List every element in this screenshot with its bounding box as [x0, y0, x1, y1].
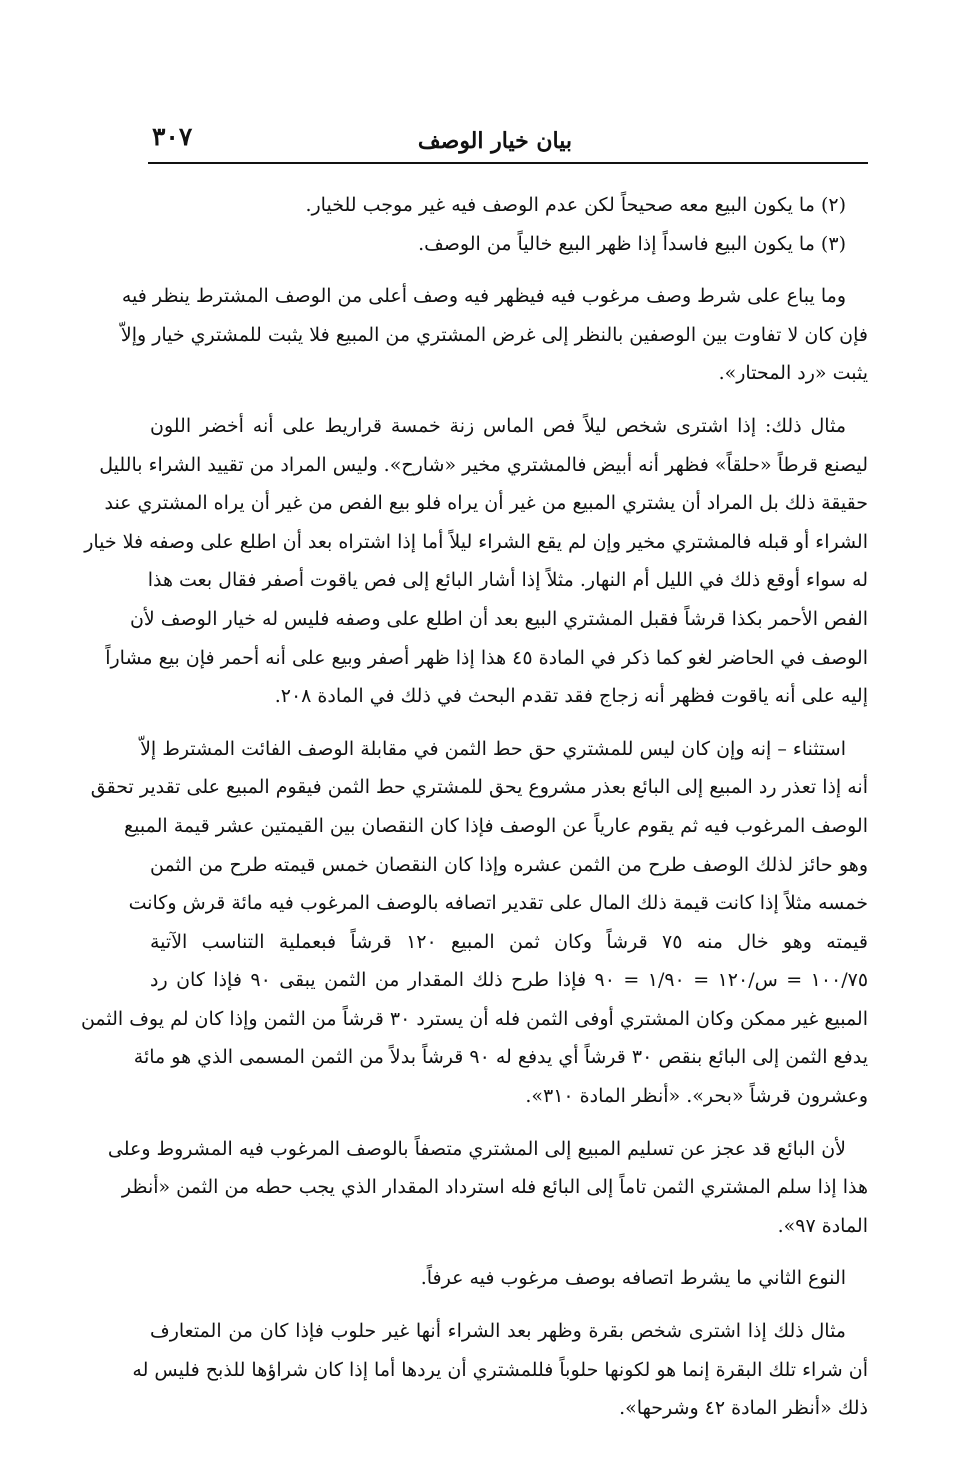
text-line: المادة ٩٧».	[777, 1214, 868, 1237]
text-line: النوع الثاني ما يشرط اتصافه بوصف مرغوب فيه عرفاً.	[420, 1267, 846, 1290]
paragraph	[107, 1130, 868, 1246]
text-line: لأن البائع قد عجز عن تسليم المبيع إلى المشتري متصفاً بالوصف المرغوب فيه المشروط وعلى	[107, 1137, 846, 1160]
text-line: فإن كان لا تفاوت بين الوصفين بالنظر إلى غرض المشتري من المبيع فلا يثبت للمشتري خيار وإلاّ	[120, 323, 868, 346]
text-line: إليه على أنه ياقوت فظهر أنه زجاج فقد تقدم البحث في ذلك في المادة ٢٠٨.	[274, 685, 868, 708]
text-line: وعشرون قرشاً «بحر». «أنظر المادة ٣١٠».	[525, 1085, 868, 1108]
text-line: ليصنع قرطاً «حلقاً» فظهر أنه أبيض فالمشتري مخير «شارح». وليس المراد من تقييد الشراء بالليل	[99, 453, 868, 476]
page-body	[80, 186, 869, 1428]
text-line: حقيقة ذلك بل المراد أن يشتري المبيع من غير أن يراه فلو بيع الفص من غير أن يراه المشتري عند	[104, 492, 868, 515]
text-line: وما يباع على شرط وصف مرغوب فيه فيظهر فيه وصف أعلى من الوصف المشترط ينظر فيه	[121, 285, 846, 308]
paragraph	[120, 277, 868, 393]
list-item: (٢) ما يكون البيع معه صحيحاً لكن عدم الوصف فيه غير موجب للخيار.	[305, 194, 846, 216]
text-line: أنه إذا تعذر رد المبيع إلى البائع بعذر مشروع يحق للمشتري حط الثمن فيقوم المبيع على تقدير تحقق	[90, 776, 868, 799]
text-line: مثال ذلك: إذا اشترى شخص ليلاً فص الماس زنة خمسة قراريط على أنه أخضر اللون	[150, 414, 846, 437]
list-item: (٣) ما يكون البيع فاسداً إذا ظهر البيع خالياً من الوصف.	[418, 232, 846, 255]
page-header	[148, 118, 868, 164]
paragraph	[84, 407, 868, 716]
text-line: له سواء أوقع ذلك في الليل أم النهار. مثلاً إذا أشار البائع إلى فص ياقوت أصفر فقال بعت هذا	[147, 569, 868, 592]
text-line: الوصف المرغوب فيه ثم يقوم عارياً عن الوصف فإذا كان النقصان بين القيمتين عشر قيمة المبيع	[124, 814, 868, 837]
text-line: قيمته وهو خال منه ٧٥ قرشاً وكان ثمن المبيع ١٢٠ قرشاً فبعملية التناسب الآتية	[150, 930, 868, 953]
text-line: يدفع الثمن إلى البائع بنقص ٣٠ قرشاً أي يدفع له ٩٠ قرشاً بدلاً من الثمن المسمى الذي هو مائة	[133, 1046, 868, 1069]
paragraph	[132, 1312, 868, 1428]
text-line: أن شراء تلك البقرة إنما هو لكونها حلوباً فللمشتري أن يردها أما إذا كان شراؤها للذبح فليس له	[132, 1358, 868, 1381]
running-title: بيان خيار الوصف	[417, 128, 572, 154]
text-line: مثال ذلك إذا اشترى شخص بقرة وظهر بعد الشراء أنها غير حلوب فإذا كان من المتعارف	[150, 1320, 846, 1343]
page-number: ٣٠٧	[152, 122, 193, 151]
text-line: يثبت «رد المحتار».	[718, 362, 868, 385]
paragraph	[150, 1259, 868, 1298]
text-line: وهو حائز لذلك الوصف طرح من الثمن عشره وإذا كان النقصان خمس قيمته طرح من الثمن	[150, 853, 868, 876]
paragraph	[80, 730, 869, 1116]
text-line: ذلك «أنظر المادة ٤٢ وشرحها».	[619, 1397, 868, 1420]
text-line: خمسه مثلاً إذا كانت قيمة ذلك المال على تقدير اتصافه بالوصف المرغوب فيه مائة قرش وكانت	[128, 892, 868, 915]
text-line: المبيع غير ممكن وكان المشتري أوفى الثمن فله أن يسترد ٣٠ قرشاً من الثمن وإذا كان لم يوف الثمن	[80, 1007, 868, 1030]
text-line: الوصف في الحاضر لغو كما ذكر في المادة ٤٥ هذا إذا ظهر أصفر وبيع على أنه أحمر فإن بيع مشاراً	[105, 646, 868, 669]
text-line: الفص الأحمر بكذا قرشاً فقبل المشتري البيع بعد أن اطلع على وصفه فليس له خيار الوصف لأن	[129, 607, 868, 630]
text-line: الشراء أو قبله فالمشتري مخير وإن لم يقع الشراء ليلاً أما إذا اشتراه بعد أن اطلع على وصفه فلا خيار	[84, 530, 868, 553]
text-line: استثناء – إنه وإن كان ليس للمشتري حق حط الثمن في مقابلة الوصف الفائت المشترط إلاّ	[140, 737, 846, 760]
text-line: هذا إذا سلم المشتري الثمن تاماً إلى البائع فله استرداد المقدار الذي يجب حطه من الثمن «أنظر	[121, 1176, 868, 1199]
text-line: ١٠٠/٧٥ = س/١٢٠ = ١/٩٠ = ٩٠ فإذا طرح ذلك المقدار من الثمن يبقى ٩٠ فإذا كان رد	[150, 969, 869, 992]
